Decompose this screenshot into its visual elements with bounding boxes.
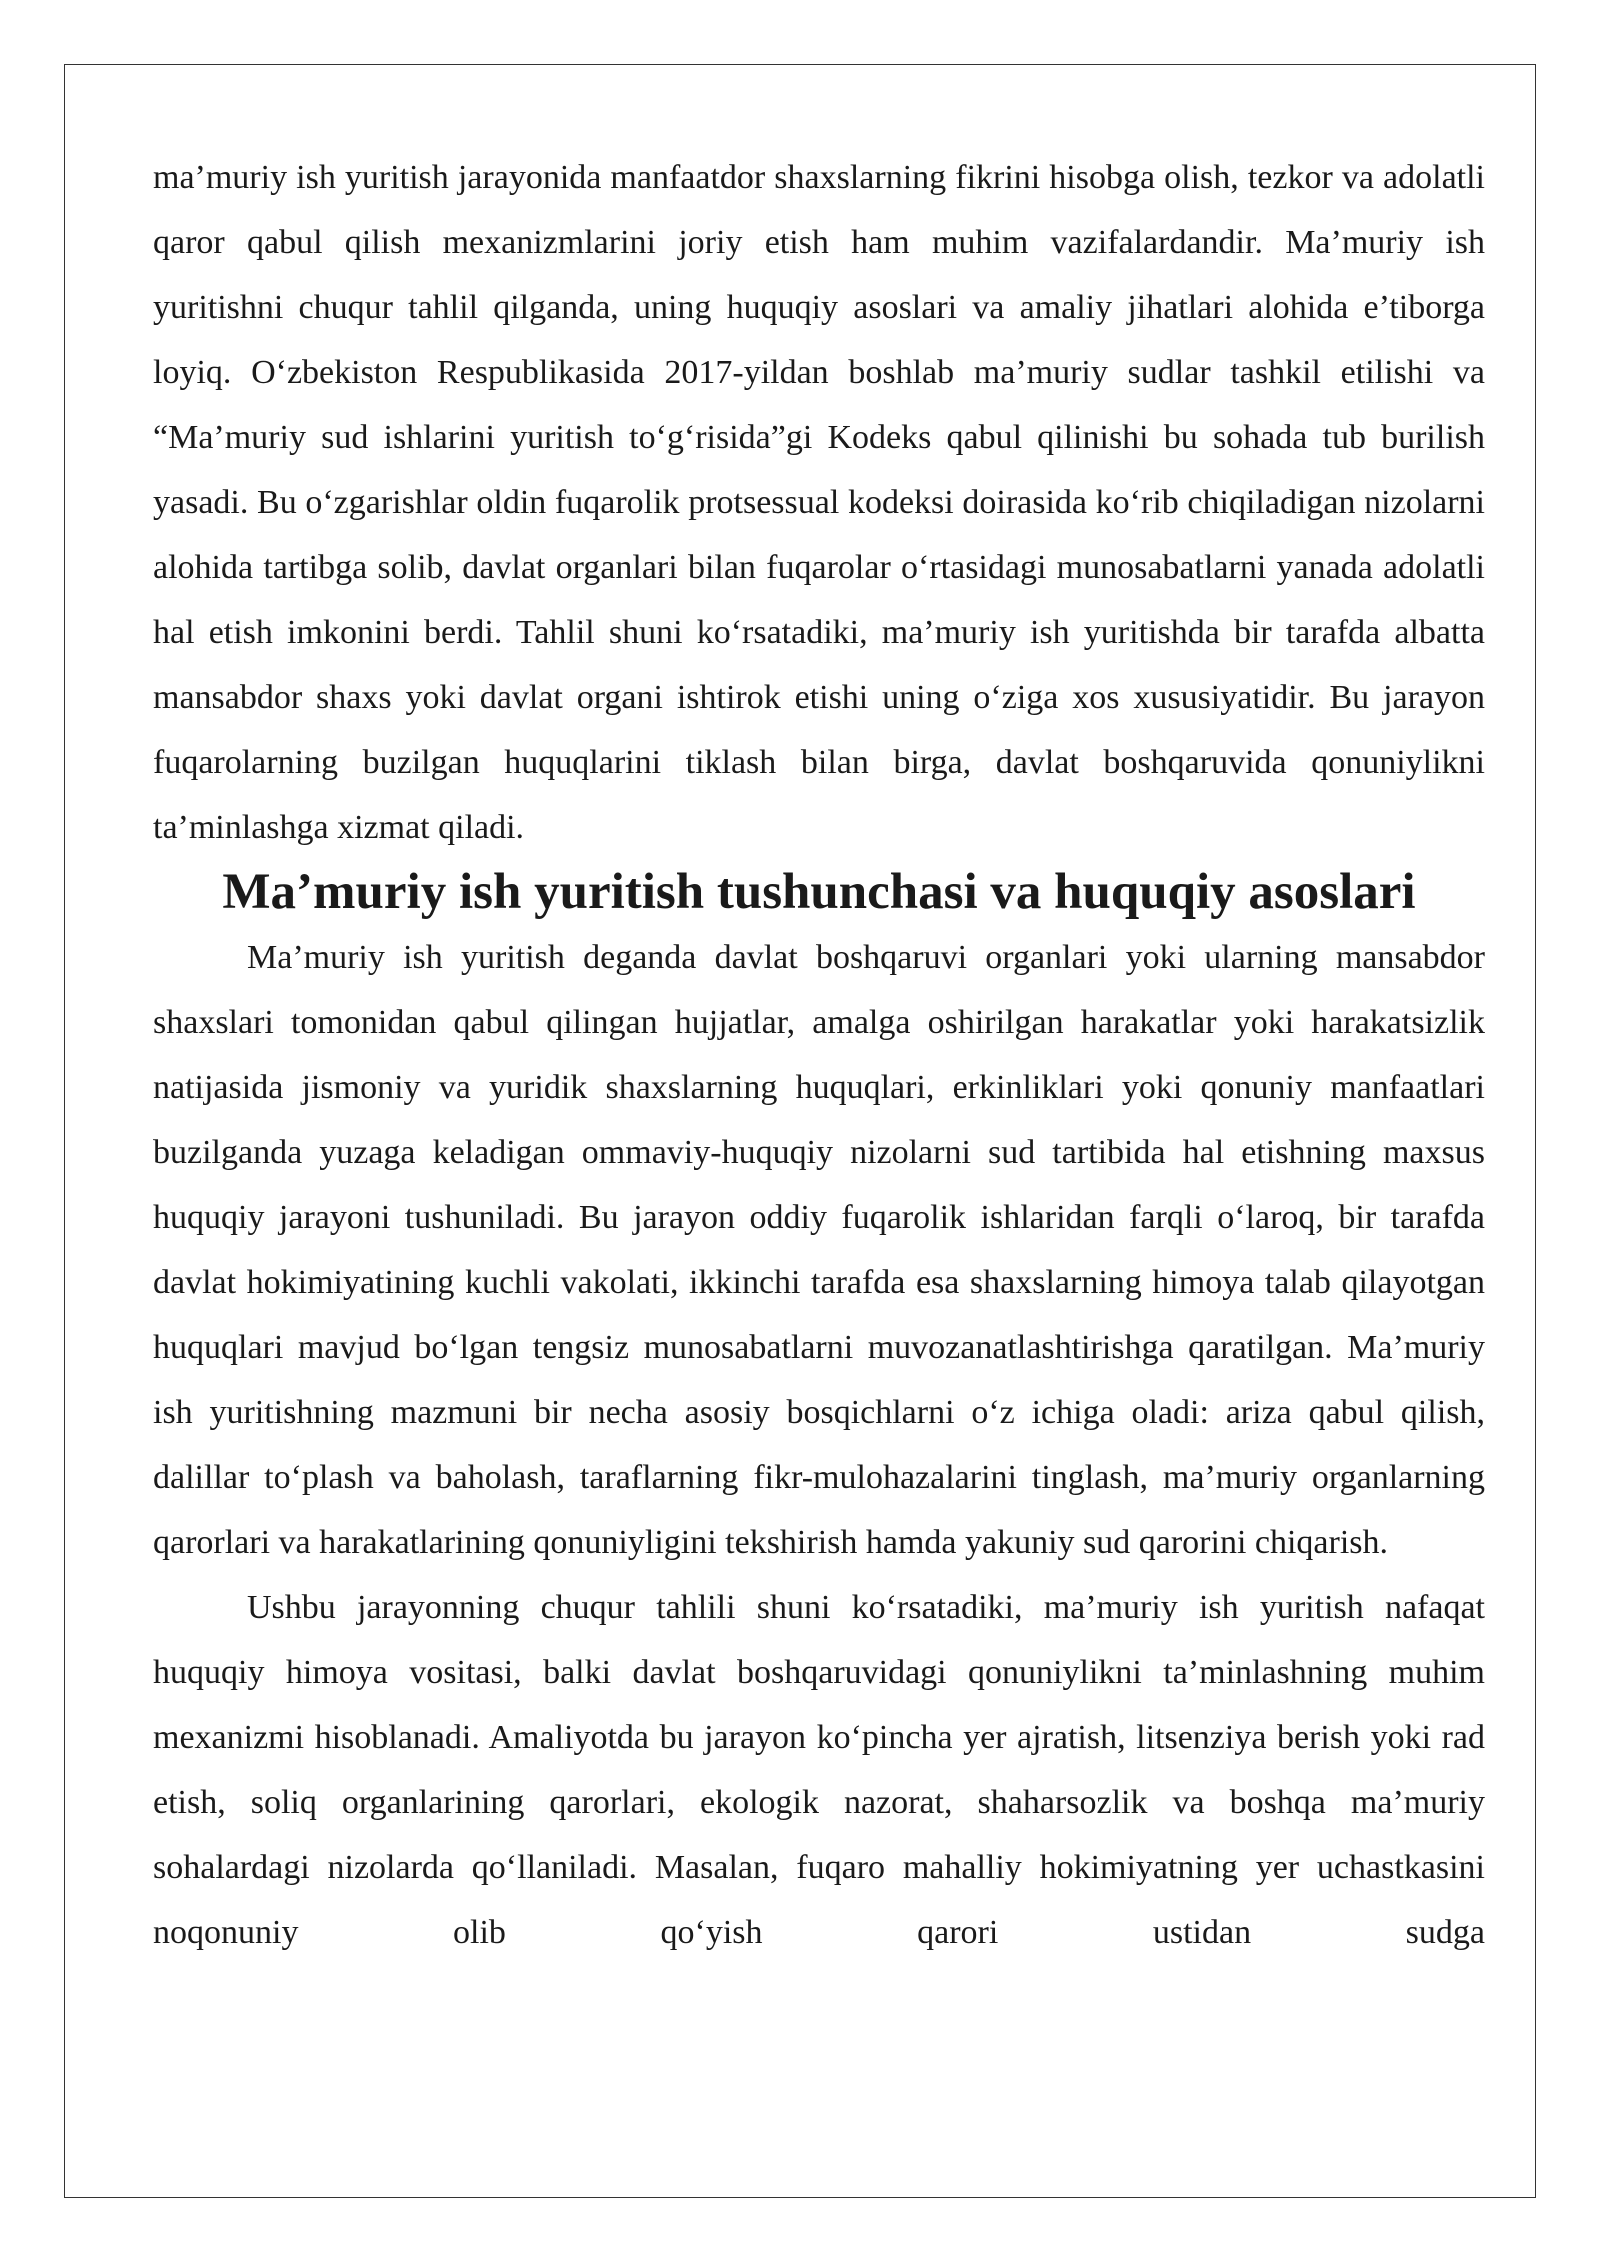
document-body	[153, 145, 1485, 1965]
intro-paragraph: ma’muriy ish yuritish jarayonida manfaatdor shaxslarning fikrini hisobga olish, tezkor va adolatli qaror qabul qilish mexanizmlarini joriy etish ham muhim vazifalardandir. Ma’muriy ish yuritishni chuqur tahlil qilganda, uning huquqiy asoslari va amaliy jihatlari alohida e’tiborga loyiq. O‘zbekiston Respublikasida 2017-yildan boshlab ma’muriy sudlar tashkil etilishi va “Ma’muriy sud ishlarini yuritish to‘g‘risida”gi Kodeks qabul qilinishi bu sohada tub burilish yasadi. Bu o‘zgarishlar oldin fuqarolik protsessual kodeksi doirasida ko‘rib chiqiladigan nizolarni alohida tartibga solib, davlat organlari bilan fuqarolar o‘rtasidagi munosabatlarni yanada adolatli hal etish imkonini berdi. Tahlil shuni ko‘rsatadiki, ma’muriy ish yuritishda bir tarafda albatta mansabdor shaxs yoki davlat organi ishtirok etishi uning o‘ziga xos xususiyatidir. Bu jarayon fuqarolarning buzilgan huquqlarini tiklash bilan birga, davlat boshqaruvida qonuniylikni ta’minlashga xizmat qiladi.	[153, 159, 1485, 846]
paragraph-2: Ma’muriy ish yuritish deganda davlat boshqaruvi organlari yoki ularning mansabdor shaxslari tomonidan qabul qilingan hujjatlar, amalga oshirilgan harakatlar yoki harakatsizlik natijasida jismoniy va yuridik shaxslarning huquqlari, erkinliklari yoki qonuniy manfaatlari buzilganda yuzaga keladigan ommaviy-huquqiy nizolarni sud tartibida hal etishning maxsus huquqiy jarayoni tushuniladi. Bu jarayon oddiy fuqarolik ishlaridan farqli o‘laroq, bir tarafda davlat hokimiyatining kuchli vakolati, ikkinchi tarafda esa shaxslarning himoya talab qilayotgan huquqlari mavjud bo‘lgan tengsiz munosabatlarni muvozanatlashtirishga qaratilgan. Ma’muriy ish yuritishning mazmuni bir necha asosiy bosqichlarni o‘z ichiga oladi: ariza qabul qilish, dalillar to‘plash va baholash, taraflarning fikr-mulohazalarini tinglash, ma’muriy organlarning qarorlari va harakatlarining qonuniyligini tekshirish hamda yakuniy sud qarorini chiqarish.	[153, 939, 1485, 1561]
paragraph-3: Ushbu jarayonning chuqur tahlili shuni ko‘rsatadiki, ma’muriy ish yuritish nafaqat huquqiy himoya vositasi, balki davlat boshqaruvidagi qonuniylikni ta’minlashning muhim mexanizmi hisoblanadi. Amaliyotda bu jarayon ko‘pincha yer ajratish, litsenziya berish yoki rad etish, soliq organlarining qarorlari, ekologik nazorat, shaharsozlik va boshqa ma’muriy sohalardagi nizolarda qo‘llaniladi. Masalan, fuqaro mahalliy hokimiyatning yer uchastkasini noqonuniy olib qo‘yish qarori ustidan sudga	[153, 1589, 1485, 1951]
section-heading: Ma’muriy ish yuritish tushunchasi va huquqiy asoslari	[222, 864, 1416, 920]
